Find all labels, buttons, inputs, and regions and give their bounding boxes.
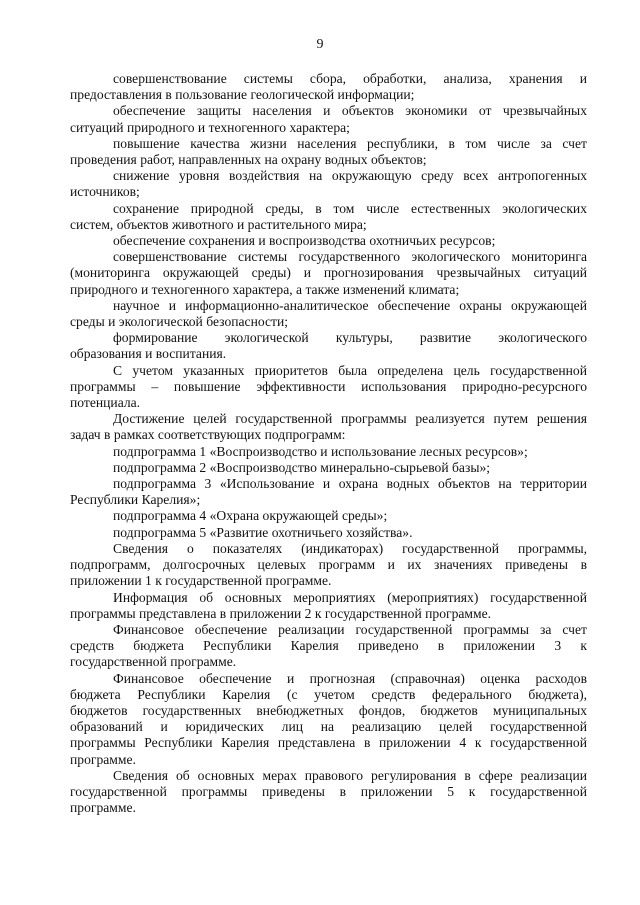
paragraph bbox=[70, 622, 587, 671]
text-line: повышение качества жизни населения республики, в том числе за счет bbox=[113, 135, 587, 151]
text-line: Информация об основных мероприятиях (мероприятиях) государственной bbox=[113, 589, 587, 605]
paragraph bbox=[70, 136, 587, 168]
paragraph bbox=[70, 476, 587, 508]
text-line: подпрограмма 2 «Воспроизводство минерально-сырьевой базы»; bbox=[113, 459, 491, 475]
text-line: Сведения о показателях (индикаторах) государственной программы, bbox=[113, 540, 587, 556]
text-line: предоставления в пользование геологической информации; bbox=[70, 87, 415, 103]
text-line: бюджета Республики Карелия (с учетом средств федерального бюджета), bbox=[70, 686, 587, 702]
text-line: бюджетов государственных внебюджетных фондов, бюджетов муниципальных bbox=[70, 702, 587, 718]
text-line: формирование экологической культуры, развитие экологического bbox=[113, 330, 587, 346]
paragraph bbox=[70, 460, 587, 476]
text-line: ситуаций природного и техногенного характера; bbox=[70, 119, 350, 135]
text-line: обеспечение защиты населения и объектов экономики от чрезвычайных bbox=[113, 103, 587, 119]
text-line: задач в рамках соответствующих подпрограмм: bbox=[70, 427, 346, 443]
text-line: Финансовое обеспечение и прогнозная (справочная) оценка расходов bbox=[113, 670, 587, 686]
paragraph bbox=[70, 363, 587, 412]
text-line: научное и информационно-аналитическое обеспечение охраны окружающей bbox=[113, 297, 587, 313]
paragraph bbox=[70, 298, 587, 330]
text-line: программы Республики Карелия представлена в приложении 4 к государственной bbox=[70, 735, 587, 751]
paragraph bbox=[70, 103, 587, 135]
paragraph bbox=[70, 71, 587, 103]
text-line: образований и юридических лиц на реализацию целей государственной bbox=[70, 719, 587, 735]
text-line: средств бюджета Республики Карелия приведено в приложении 3 к bbox=[70, 638, 587, 654]
text-line: приложении 1 к государственной программе. bbox=[70, 573, 332, 589]
text-line: подпрограмма 1 «Воспроизводство и использование лесных ресурсов»; bbox=[113, 443, 528, 459]
paragraph bbox=[70, 508, 587, 524]
paragraph bbox=[70, 444, 587, 460]
text-line: подпрограмм, долгосрочных целевых программ и их значениях приведены в bbox=[70, 557, 587, 573]
paragraph bbox=[70, 249, 587, 298]
text-line: подпрограмма 3 «Использование и охрана водных объектов на территории bbox=[113, 476, 587, 492]
text-line: потенциала. bbox=[70, 395, 141, 411]
text-line: государственной программы приведены в приложении 5 к государственной bbox=[70, 783, 587, 799]
text-line: С учетом указанных приоритетов была определена цель государственной bbox=[113, 362, 587, 378]
text-line: совершенствование системы сбора, обработки, анализа, хранения и bbox=[113, 71, 587, 86]
paragraph bbox=[70, 525, 587, 541]
text-line: образования и воспитания. bbox=[70, 346, 227, 362]
paragraph bbox=[70, 233, 587, 249]
text-line: обеспечение сохранения и воспроизводства охотничьих ресурсов; bbox=[113, 233, 496, 249]
text-line: Республики Карелия»; bbox=[70, 492, 201, 508]
text-line: программе. bbox=[70, 800, 136, 816]
text-line: программы – повышение эффективности использования природно-ресурсного bbox=[70, 378, 587, 394]
text-line: природного и техногенного характера, а также изменений климата; bbox=[70, 281, 460, 297]
text-line: Финансовое обеспечение реализации государственной программы за счет bbox=[113, 621, 587, 637]
page-number: 9 bbox=[316, 37, 324, 52]
paragraph bbox=[70, 671, 587, 768]
text-line: совершенствование системы государственного экологического мониторинга bbox=[113, 249, 587, 265]
text-line: среды и экологической безопасности; bbox=[70, 314, 289, 330]
paragraph bbox=[70, 330, 587, 362]
text-line: источников; bbox=[70, 184, 140, 200]
text-line: подпрограмма 4 «Охрана окружающей среды»; bbox=[113, 508, 388, 524]
text-line: (мониторинга окружающей среды) и прогнозирования чрезвычайных ситуаций bbox=[70, 265, 587, 281]
text-line: Сведения об основных мерах правового регулирования в сфере реализации bbox=[113, 767, 587, 783]
document-body bbox=[70, 71, 587, 816]
text-line: государственной программе. bbox=[70, 654, 237, 670]
paragraph bbox=[70, 201, 587, 233]
text-line: снижение уровня воздействия на окружающую среду всех антропогенных bbox=[113, 168, 587, 184]
paragraph bbox=[70, 541, 587, 590]
text-line: программе. bbox=[70, 751, 136, 767]
text-line: подпрограмма 5 «Развитие охотничьего хозяйства». bbox=[113, 524, 413, 540]
text-line: проведения работ, направленных на охрану водных объектов; bbox=[70, 152, 427, 168]
text-line: программы представлена в приложении 2 к государственной программе. bbox=[70, 605, 492, 621]
paragraph bbox=[70, 411, 587, 443]
paragraph bbox=[70, 168, 587, 200]
text-line: сохранение природной среды, в том числе естественных экологических bbox=[113, 200, 587, 216]
paragraph bbox=[70, 768, 587, 817]
text-line: Достижение целей государственной программы реализуется путем решения bbox=[113, 411, 587, 427]
paragraph bbox=[70, 590, 587, 622]
text-line: систем, объектов животного и растительного мира; bbox=[70, 216, 367, 232]
